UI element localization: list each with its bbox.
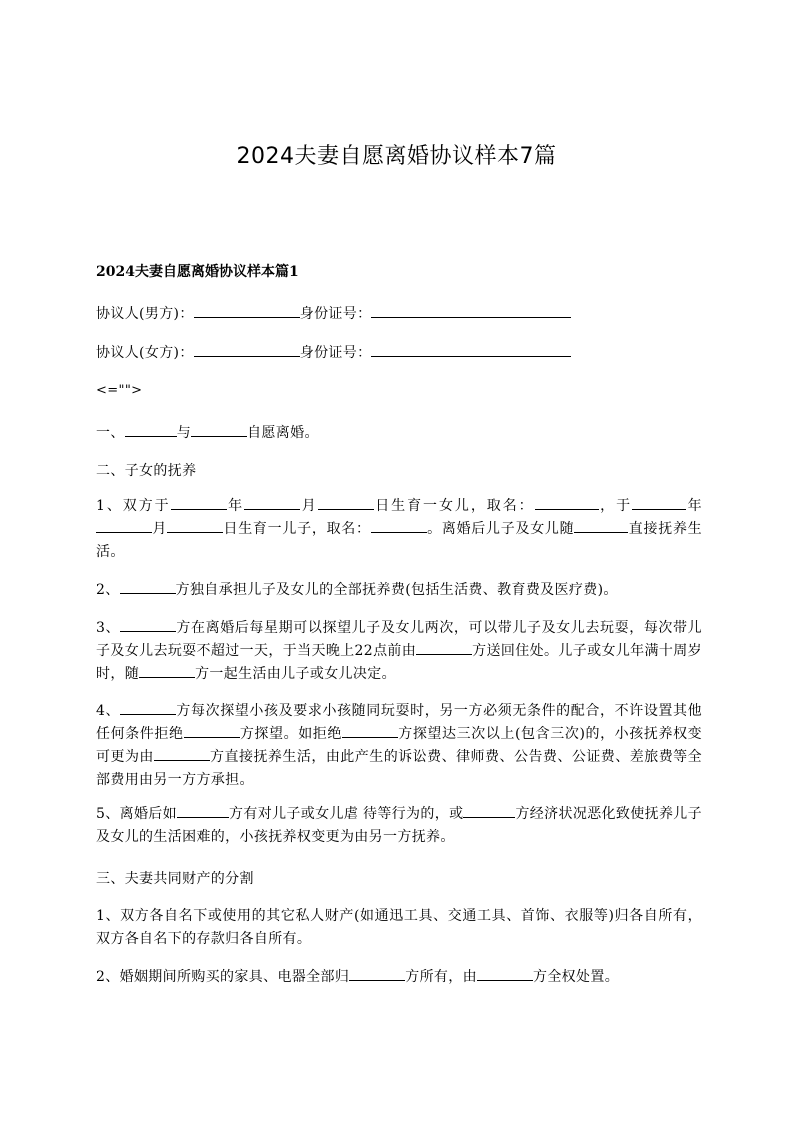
paragraph-1: 一、 与 自愿离婚。 xyxy=(96,422,702,445)
blank-field xyxy=(177,803,229,818)
blank-field xyxy=(194,303,300,318)
blank-field xyxy=(463,803,515,818)
blank-field xyxy=(125,422,177,437)
blank-field xyxy=(371,518,427,533)
blank-field xyxy=(574,518,628,533)
blank-field xyxy=(371,342,571,357)
blank-field xyxy=(139,663,195,678)
child-paragraph-4: 4、 方每次探望小孩及要求小孩随同玩耍时，另一方必须无条件的配合，不许设置其他任何条件拒绝 方探望。如拒绝 方探望达三次以上(包含三次)的，小孩抚养权变可更为由 方直接抚养生活，由此产生的诉讼费、律师费、公告费、公证费、差旅费等全部费用由另一方方承担。 xyxy=(96,700,702,792)
blank-field xyxy=(535,495,599,510)
section-title: 2024夫妻自愿离婚协议样本篇1 xyxy=(96,264,299,280)
property-paragraph-1: 1、双方各自名下或使用的其它私人财产(如通迅工具、交通工具、首饰、衣服等)归各自所有，双方各自名下的存款归各自所有。 xyxy=(96,908,702,947)
child-paragraph-2: 2、 方独自承担儿子及女儿的全部抚养费(包括生活费、教育费及医疗费)。 xyxy=(96,579,702,602)
document-title: 2024夫妻自愿离婚协议样本7篇 xyxy=(236,144,557,169)
blank-field xyxy=(349,966,405,981)
child-paragraph-3: 3、 方在离婚后每星期可以探望儿子及女儿两次，可以带儿子及女儿去玩耍，每次带儿子及女儿去玩耍不超过一天，于当天晚上22点前由 方送回住处。儿子或女儿年满十周岁时，随 方一起生活由儿子或女儿决定。 xyxy=(96,617,702,686)
party-female-line: 协议人(女方)： 身份证号： xyxy=(96,342,702,365)
blank-field xyxy=(632,495,686,510)
marker-text: <=""> xyxy=(96,383,143,398)
child-paragraph-5: 5、离婚后如 方有对儿子或女儿虐 待等行为的，或 方经济状况恶化致使抚养儿子及女儿的生活困难的，小孩抚养权变更为由另一方抚养。 xyxy=(96,803,702,849)
blank-field xyxy=(477,966,533,981)
property-paragraph-2: 2、婚姻期间所购买的家具、电器全部归 方所有，由 方全权处置。 xyxy=(96,966,702,989)
blank-field xyxy=(318,495,374,510)
blank-field xyxy=(167,518,223,533)
blank-field xyxy=(244,495,300,510)
blank-field xyxy=(171,495,227,510)
section-heading-3: 三、夫妻共同财产的分割 xyxy=(96,871,254,887)
blank-field xyxy=(120,700,176,715)
child-paragraph-1: 1、双方于 年 月 日生育一女儿，取名： ，于 年月 日生育一儿子，取名： 。离婚后儿子及女儿随 直接抚养生活。 xyxy=(96,495,702,564)
blank-field xyxy=(120,579,176,594)
blank-field xyxy=(184,723,240,738)
blank-field xyxy=(120,617,176,632)
blank-field xyxy=(96,518,152,533)
section-heading-2: 二、子女的抚养 xyxy=(96,463,197,479)
blank-field xyxy=(194,342,300,357)
blank-field xyxy=(371,303,571,318)
blank-field xyxy=(154,746,210,761)
blank-field xyxy=(342,723,398,738)
blank-field xyxy=(191,422,247,437)
blank-field xyxy=(416,640,472,655)
party-male-line: 协议人(男方)： 身份证号： xyxy=(96,303,702,326)
